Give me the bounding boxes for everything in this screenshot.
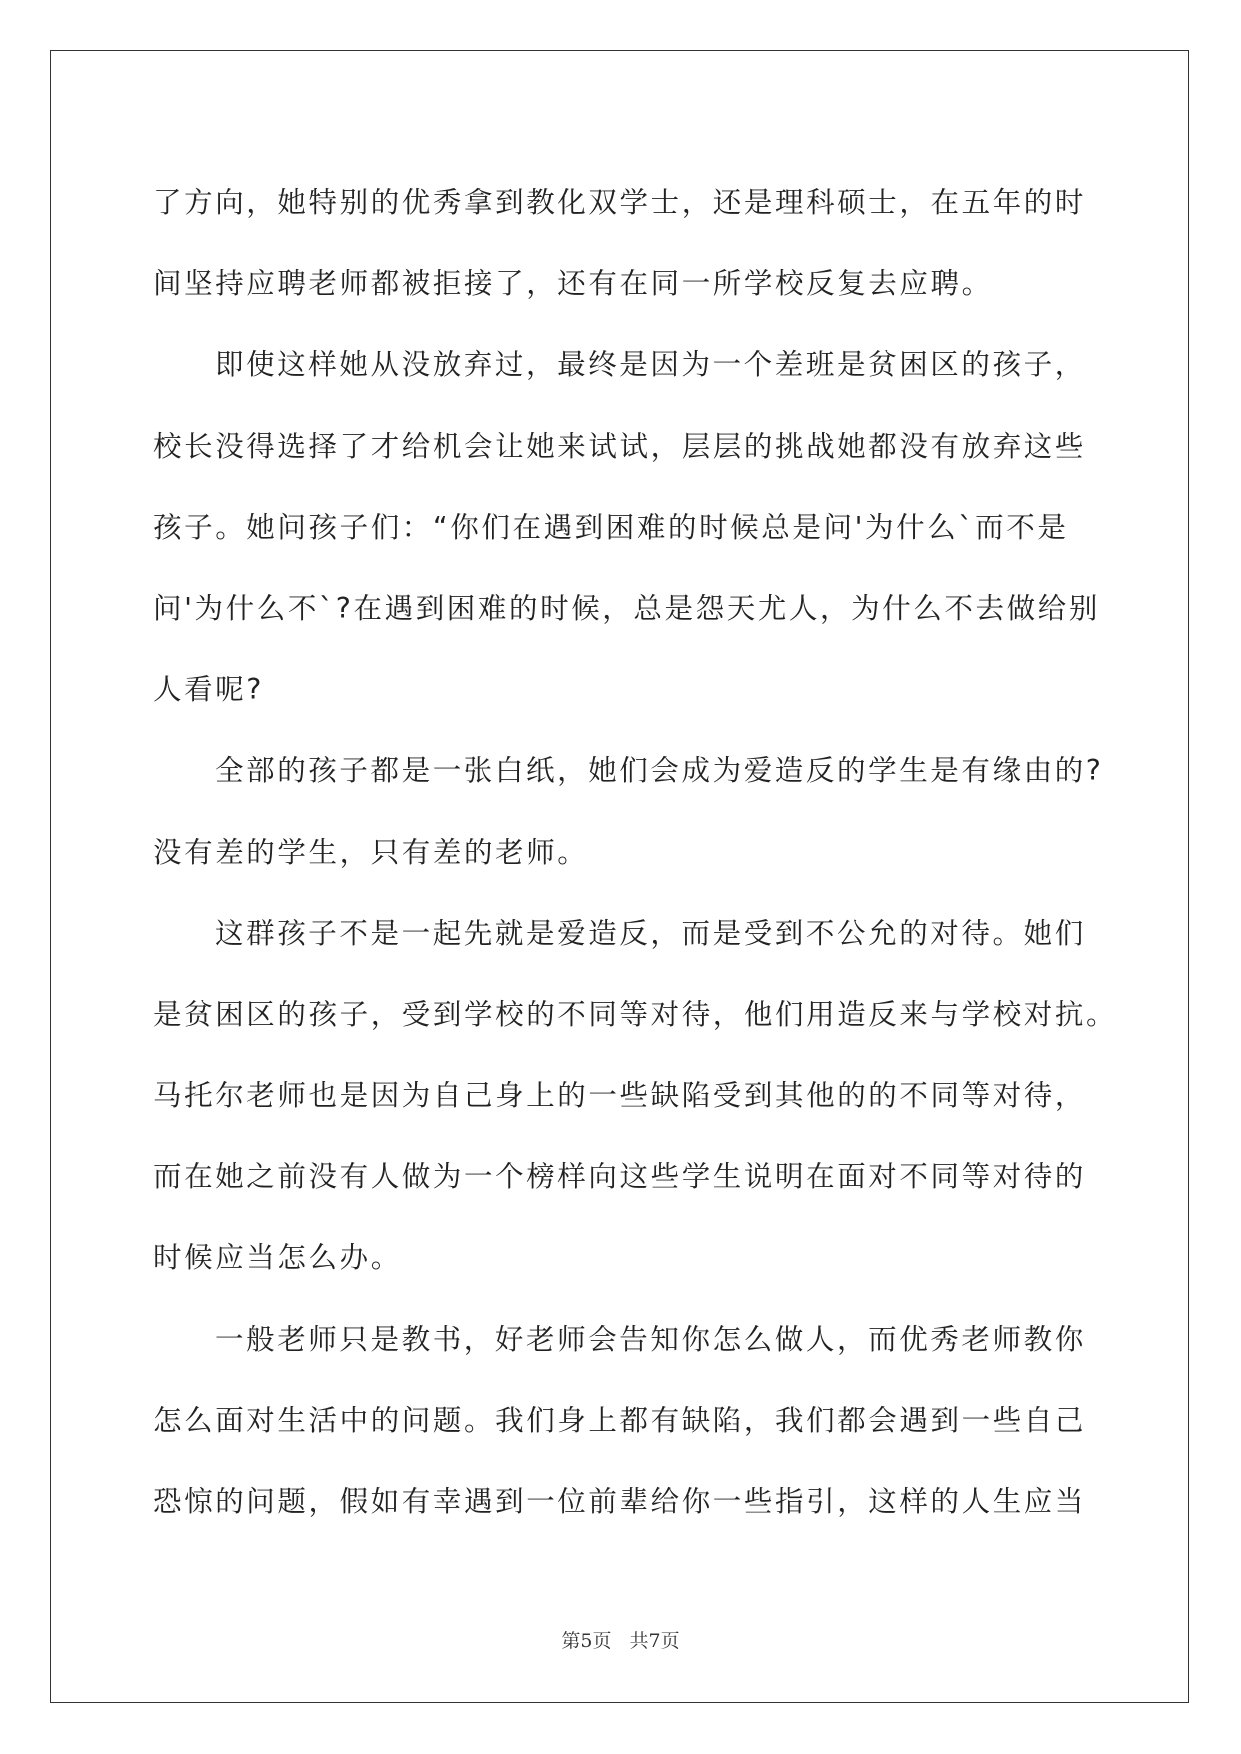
text-line: 时候应当怎么办。 <box>153 1241 402 1275</box>
text-line: 问'为什么不`?在遇到困难的时候，总是怨天尤人，为什么不去做给别 <box>153 591 1100 625</box>
text-line: 孩子。她问孩子们：“你们在遇到困难的时候总是问'为什么`而不是 <box>153 510 1069 544</box>
page-total: 共7页 <box>629 1630 680 1652</box>
text-line: 没有差的学生，只有差的老师。 <box>153 835 589 869</box>
text-line: 这群孩子不是一起先就是爱造反，而是受到不公允的对待。她们 <box>215 916 1086 950</box>
document-body <box>153 162 1118 1542</box>
text-line: 间坚持应聘老师都被拒接了，还有在同一所学校反复去应聘。 <box>153 267 993 301</box>
text-line: 恐惊的问题，假如有幸遇到一位前辈给你一些指引，这样的人生应当 <box>153 1485 1087 1518</box>
text-line: 怎么面对生活中的问题。我们身上都有缺陷，我们都会遇到一些自己 <box>153 1403 1087 1437</box>
text-line: 一般老师只是教书，好老师会告知你怎么做人，而优秀老师教你 <box>215 1322 1086 1356</box>
text-line: 了方向，她特别的优秀拿到教化双学士，还是理科硕士，在五年的时 <box>153 186 1087 219</box>
page-number: 第5页 <box>561 1630 612 1652</box>
text-line: 校长没得选择了才给机会让她来试试，层层的挑战她都没有放弃这些 <box>153 429 1087 463</box>
text-line: 全部的孩子都是一张白纸，她们会成为爱造反的学生是有缘由的? <box>215 754 1104 788</box>
text-line: 是贫困区的孩子，受到学校的不同等对待，他们用造反来与学校对抗。 <box>153 997 1118 1031</box>
page-footer <box>0 1626 1241 1653</box>
text-line: 马托尔老师也是因为自己身上的一些缺陷受到其他的的不同等对待， <box>153 1079 1087 1113</box>
text-line: 人看呢? <box>153 673 265 707</box>
text-line: 即使这样她从没放弃过，最终是因为一个差班是贫困区的孩子， <box>215 348 1086 382</box>
text-line: 而在她之前没有人做为一个榜样向这些学生说明在面对不同等对待的 <box>153 1160 1087 1194</box>
